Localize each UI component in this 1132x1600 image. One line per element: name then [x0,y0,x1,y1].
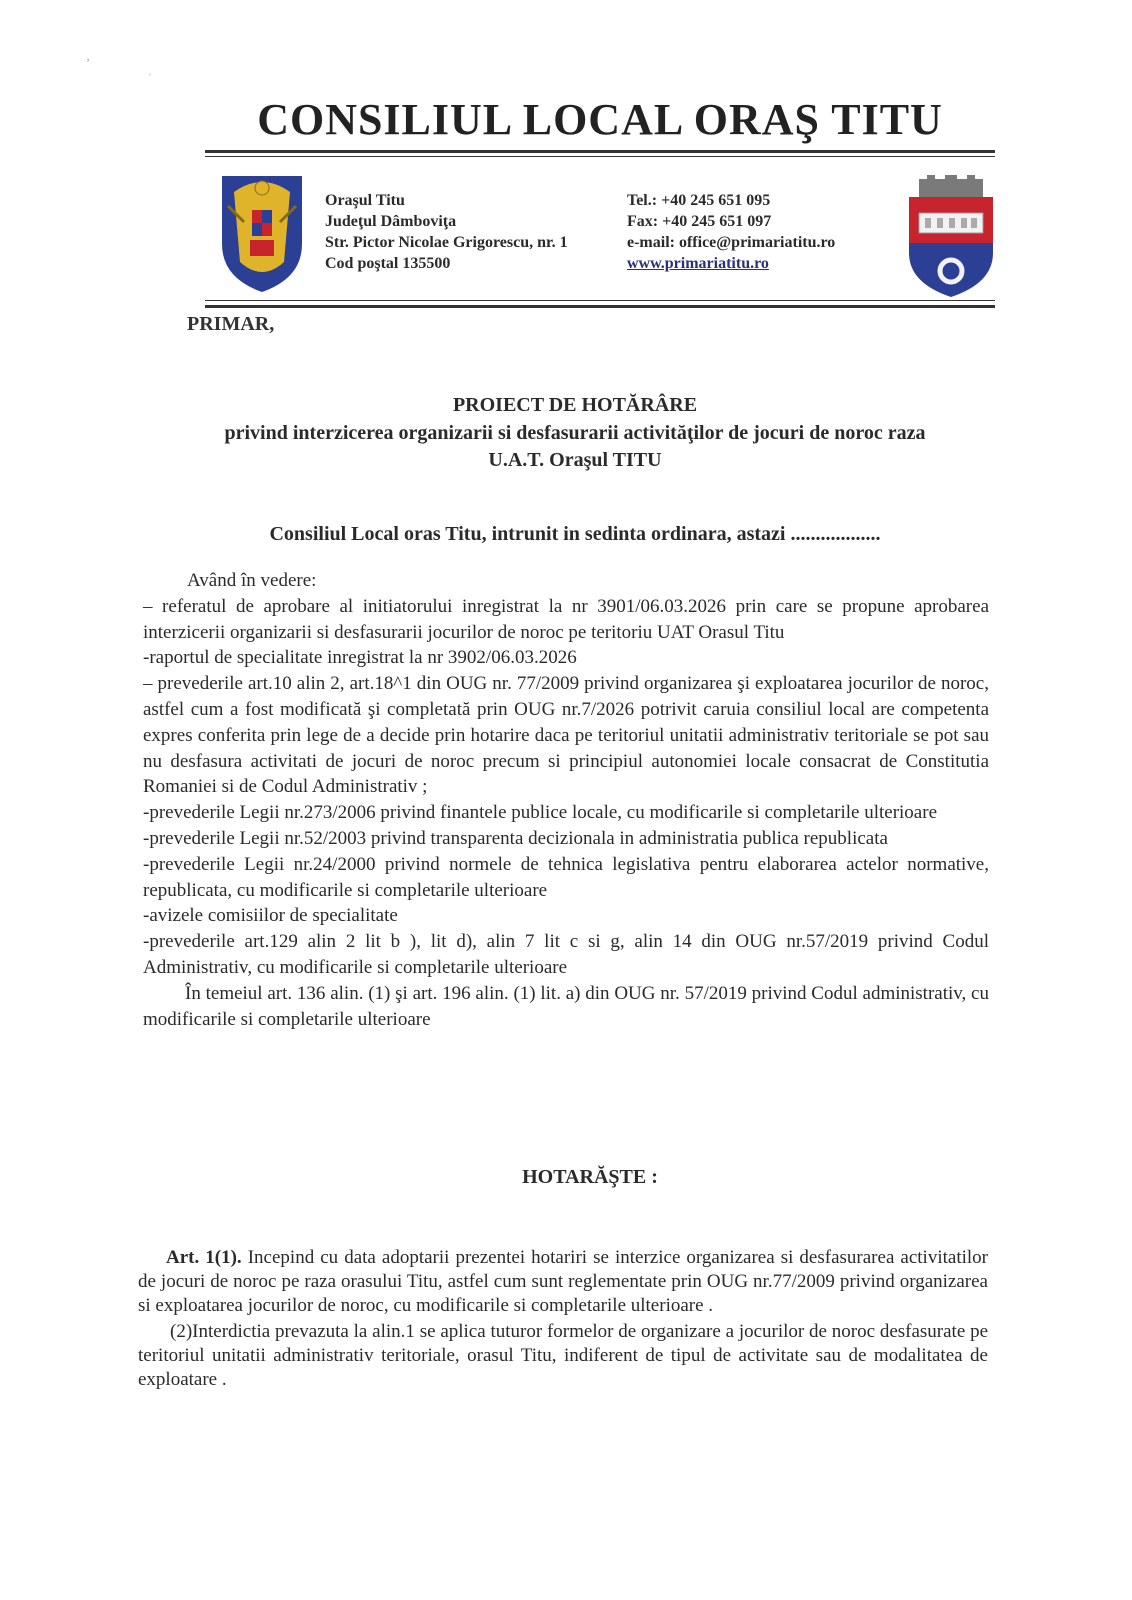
header-rule-bottom-thin [205,300,995,301]
consideration-item: -prevederile art.129 alin 2 lit b ), lit d), alin 7 lit c si g, alin 14 din OUG nr.57/2019 privind Codul Administrativ, cu modificarile si completarile ulterioare [143,931,989,978]
article-1-label: Art. 1(1). [166,1247,242,1268]
consideration-item: – referatul de aprobare al initiatorului inregistrat la nr 3901/06.03.2026 prin care se propune aprobarea interzicerii organizarii si desfasurarii jocurilor de noroc pe teritoriu UAT Orasul Titu [143,595,989,643]
legal-basis: În temeiul art. 136 alin. (1) şi art. 196 alin. (1) lit. a) din OUG nr. 57/2019 privind Codul administrativ, cu modificarile si completarile ulterioare [143,982,989,1030]
town-contact [627,190,835,274]
scan-mark: ʼ [86,56,90,70]
document-subject-line-2: U.A.T. Oraşul TITU [488,449,662,471]
contact-email[interactable]: e-mail: office@primariatitu.ro [627,234,836,251]
article-1-text: Incepind cu data adoptarii prezentei hotariri se interzice organizarea si desfasurarea activitatilor de jocuri de noroc pe raza orasului Titu, astfel cum sunt reglementate prin OUG nr.77/2009 privind organizarea si exploatarea jocurilor de noroc, cu modificarile si completarile ulterioare . [138,1247,988,1316]
header-rule-bottom [205,305,995,308]
preamble: Consiliul Local oras Titu, intrunit in sedinta ordinara, astazi .................. [269,523,881,545]
header-rule-top-thin [205,156,995,157]
header-rule-top [205,150,995,153]
considerations-intro: Având în vedere: [187,570,317,591]
consideration-item: -prevederile Legii nr.273/2006 privind finantele publice locale, cu modificarile si completarile ulterioare [143,802,938,824]
consideration-item: -raportul de specialitate inregistrat la nr 3902/06.03.2026 [143,647,577,669]
address-town: Oraşul Titu [325,192,405,209]
council-name: CONSILIUL LOCAL ORAŞ TITU [257,95,943,144]
considerations [143,568,989,1032]
consideration-item: -prevederile Legii nr.52/2003 privind transparenta decizionala in administratia publica republicata [143,827,888,849]
article-1-paragraph-2: (2)Interdictia prevazuta la alin.1 se aplica tuturor formelor de organizare a jocurilor de noroc desfasurate pe teritoriul unitatii administrativ teritoriale, orasul Titu, indiferent de tipul de activitate sau de modalitatea de exploatare . [138,1321,988,1390]
consideration-item: – prevederile art.10 alin 2, art.18^1 din OUG nr. 77/2009 privind organizarea şi exploatarea jocurilor de noroc, astfel cum a fost modificată şi completată prin OUG nr.7/2026 potrivit caruia consiliul local are competenta expres conferita prin lege de a decide prin hotarire daca pe teritoriul unitatii administrativ teritoriale se pot sau nu desfasura activitati de jocuri de noroc precum si principiul autonomiei locale consacrat de Constitutia Romaniei si de Codul Administrativ ; [143,673,989,798]
contact-fax: Fax: +40 245 651 097 [627,213,772,230]
romania-coat-of-arms-icon [214,166,310,296]
contact-phone: Tel.: +40 245 651 095 [627,192,771,209]
address-county: Judeţul Dâmboviţa [325,213,457,230]
issuer-label: PRIMAR, [187,313,275,335]
article-1 [138,1246,988,1392]
document-subject-line-1: privind interzicerea organizarii si desfasurarii activităţilor de jocuri de noroc raza [224,422,926,444]
town-address [325,190,568,274]
decision-heading: HOTARĂŞTE : [522,1166,658,1188]
address-street: Str. Pictor Nicolae Grigorescu, nr. 1 [325,234,568,251]
document-title: PROIECT DE HOTĂRÂRE [452,394,698,416]
titu-town-emblem-icon [905,171,997,301]
address-postal-code: Cod poştal 135500 [325,255,451,272]
consideration-item: -avizele comisiilor de specialitate [143,905,398,927]
contact-website-link[interactable]: www.primariatitu.ro [627,255,769,272]
consideration-item: -prevederile Legii nr.24/2000 privind normele de tehnica legislativa pentru elaborarea actelor normative, republicata, cu modificarile si completarile ulterioare [143,853,989,901]
scan-mark: ˌ [148,62,152,76]
